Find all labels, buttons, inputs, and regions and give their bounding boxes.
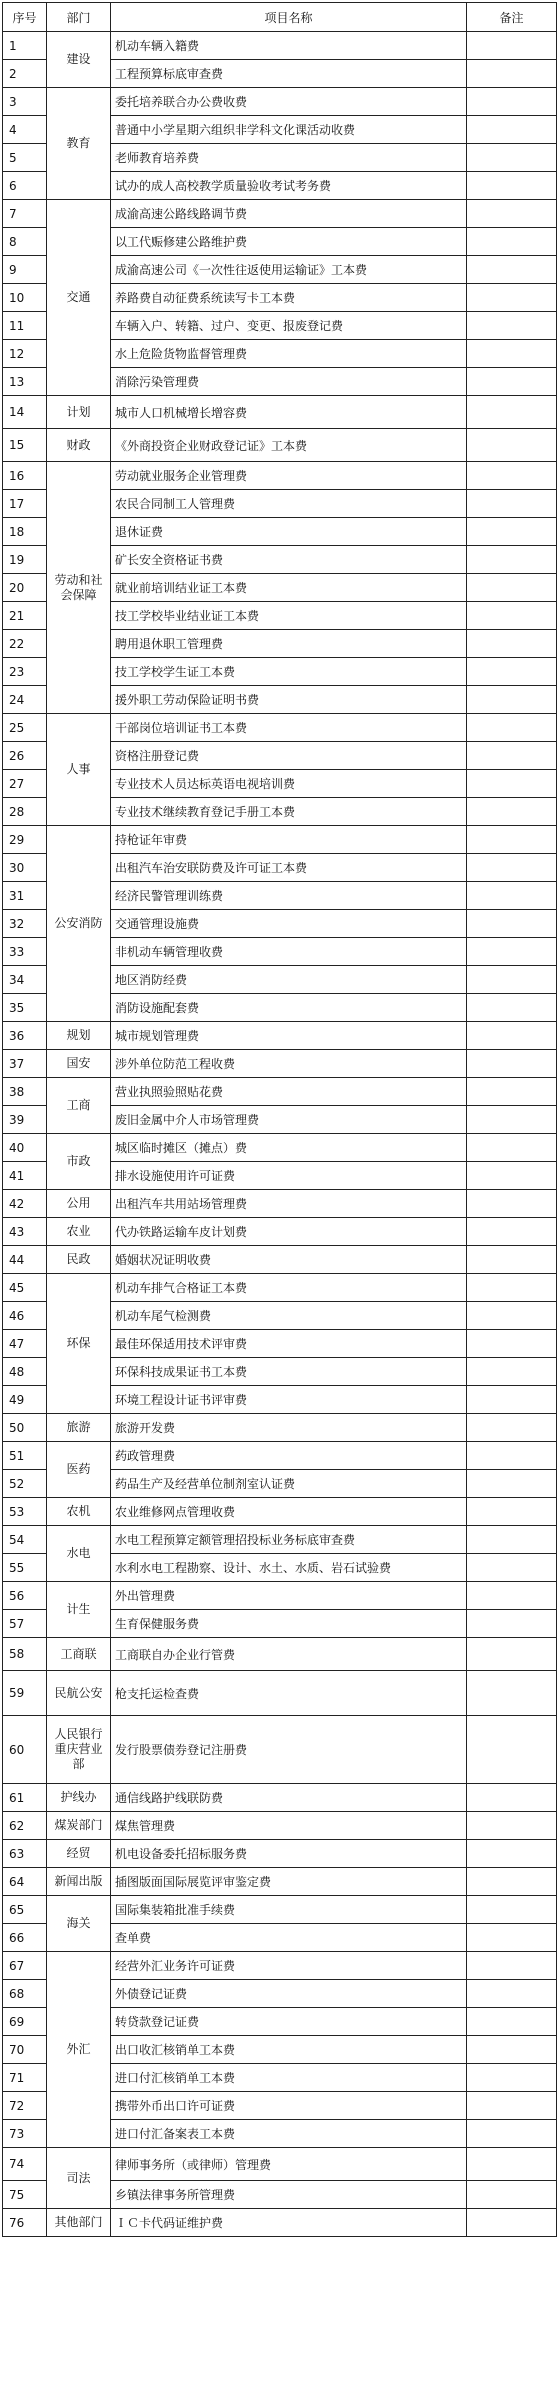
item-name: 专业技术人员达标英语电视培训费 <box>111 770 467 798</box>
department-cell: 农机 <box>47 1498 111 1526</box>
row-number: 46 <box>3 1302 47 1330</box>
table-row <box>3 1812 557 1840</box>
row-number: 43 <box>3 1218 47 1246</box>
note-cell <box>467 2008 557 2036</box>
note-cell <box>467 546 557 574</box>
row-number: 35 <box>3 994 47 1022</box>
row-number: 70 <box>3 2036 47 2064</box>
item-name: 消防设施配套费 <box>111 994 467 1022</box>
item-name: 进口付汇核销单工本费 <box>111 2064 467 2092</box>
note-cell <box>467 714 557 742</box>
row-number: 74 <box>3 2148 47 2181</box>
note-cell <box>467 32 557 60</box>
row-number: 8 <box>3 228 47 256</box>
item-name: 代办铁路运输车皮计划费 <box>111 1218 467 1246</box>
department-cell: 计生 <box>47 1582 111 1638</box>
note-cell <box>467 200 557 228</box>
row-number: 33 <box>3 938 47 966</box>
row-number: 44 <box>3 1246 47 1274</box>
item-name: 消除污染管理费 <box>111 368 467 396</box>
table-row <box>3 1022 557 1050</box>
note-cell <box>467 1302 557 1330</box>
row-number: 63 <box>3 1840 47 1868</box>
item-name: 旅游开发费 <box>111 1414 467 1442</box>
department-cell: 国安 <box>47 1050 111 1078</box>
note-cell <box>467 1952 557 1980</box>
department-cell: 劳动和社会保障 <box>47 462 111 714</box>
item-name: 出租汽车治安联防费及许可证工本费 <box>111 854 467 882</box>
row-number: 9 <box>3 256 47 284</box>
note-cell <box>467 1106 557 1134</box>
item-name: 以工代赈修建公路维护费 <box>111 228 467 256</box>
department-cell: 公用 <box>47 1190 111 1218</box>
item-name: 农民合同制工人管理费 <box>111 490 467 518</box>
row-number: 54 <box>3 1526 47 1554</box>
row-number: 30 <box>3 854 47 882</box>
row-number: 31 <box>3 882 47 910</box>
item-name: 环保科技成果证书工本费 <box>111 1358 467 1386</box>
item-name: 养路费自动征费系统读写卡工本费 <box>111 284 467 312</box>
note-cell <box>467 2181 557 2209</box>
note-cell <box>467 228 557 256</box>
note-cell <box>467 966 557 994</box>
item-name: 枪支托运检查费 <box>111 1671 467 1716</box>
note-cell <box>467 798 557 826</box>
item-name: 经营外汇业务许可证费 <box>111 1952 467 1980</box>
item-name: 试办的成人高校教学质量验收考试考务费 <box>111 172 467 200</box>
item-name: 委托培养联合办公费收费 <box>111 88 467 116</box>
row-number: 28 <box>3 798 47 826</box>
item-name: 持枪证年审费 <box>111 826 467 854</box>
note-cell <box>467 1414 557 1442</box>
row-number: 36 <box>3 1022 47 1050</box>
department-cell: 民政 <box>47 1246 111 1274</box>
table-row <box>3 1784 557 1812</box>
item-name: 老师教育培养费 <box>111 144 467 172</box>
department-cell: 农业 <box>47 1218 111 1246</box>
note-cell <box>467 1022 557 1050</box>
department-cell: 市政 <box>47 1134 111 1190</box>
note-cell <box>467 2036 557 2064</box>
row-number: 67 <box>3 1952 47 1980</box>
row-number: 48 <box>3 1358 47 1386</box>
row-number: 7 <box>3 200 47 228</box>
note-cell <box>467 1078 557 1106</box>
row-number: 72 <box>3 2092 47 2120</box>
department-cell: 环保 <box>47 1274 111 1414</box>
item-name: 普通中小学星期六组织非学科文化课活动收费 <box>111 116 467 144</box>
department-cell: 其他部门 <box>47 2209 111 2237</box>
row-number: 71 <box>3 2064 47 2092</box>
row-number: 26 <box>3 742 47 770</box>
item-name: 携带外币出口许可证费 <box>111 2092 467 2120</box>
item-name: 机电设备委托招标服务费 <box>111 1840 467 1868</box>
item-name: 城区临时摊区（摊点）费 <box>111 1134 467 1162</box>
header-note: 备注 <box>467 3 557 32</box>
item-name: 药政管理费 <box>111 1442 467 1470</box>
note-cell <box>467 1134 557 1162</box>
note-cell <box>467 284 557 312</box>
note-cell <box>467 826 557 854</box>
note-cell <box>467 1190 557 1218</box>
item-name: 药品生产及经营单位制剂室认证费 <box>111 1470 467 1498</box>
row-number: 22 <box>3 630 47 658</box>
note-cell <box>467 1218 557 1246</box>
item-name: 通信线路护线联防费 <box>111 1784 467 1812</box>
department-cell: 人事 <box>47 714 111 826</box>
row-number: 64 <box>3 1868 47 1896</box>
note-cell <box>467 368 557 396</box>
department-cell: 工商联 <box>47 1638 111 1671</box>
note-cell <box>467 340 557 368</box>
row-number: 13 <box>3 368 47 396</box>
note-cell <box>467 1050 557 1078</box>
note-cell <box>467 1610 557 1638</box>
table-row <box>3 429 557 462</box>
note-cell <box>467 1330 557 1358</box>
header-dept: 部门 <box>47 3 111 32</box>
department-cell: 护线办 <box>47 1784 111 1812</box>
item-name: 发行股票债券登记注册费 <box>111 1716 467 1784</box>
row-number: 2 <box>3 60 47 88</box>
note-cell <box>467 1274 557 1302</box>
header-no: 序号 <box>3 3 47 32</box>
table-row <box>3 1442 557 1470</box>
note-cell <box>467 1162 557 1190</box>
note-cell <box>467 490 557 518</box>
note-cell <box>467 462 557 490</box>
row-number: 16 <box>3 462 47 490</box>
row-number: 60 <box>3 1716 47 1784</box>
table-row <box>3 826 557 854</box>
row-number: 32 <box>3 910 47 938</box>
row-number: 21 <box>3 602 47 630</box>
note-cell <box>467 1812 557 1840</box>
header-row <box>3 3 557 32</box>
note-cell <box>467 312 557 340</box>
department-cell: 人民银行重庆营业部 <box>47 1716 111 1784</box>
item-name: 非机动车辆管理收费 <box>111 938 467 966</box>
department-cell: 教育 <box>47 88 111 200</box>
row-number: 6 <box>3 172 47 200</box>
item-name: 城市规划管理费 <box>111 1022 467 1050</box>
note-cell <box>467 116 557 144</box>
department-cell: 民航公安 <box>47 1671 111 1716</box>
table-row <box>3 714 557 742</box>
note-cell <box>467 2064 557 2092</box>
note-cell <box>467 2209 557 2237</box>
department-cell: 财政 <box>47 429 111 462</box>
note-cell <box>467 1358 557 1386</box>
department-cell: 司法 <box>47 2148 111 2209</box>
item-name: 工程预算标底审查费 <box>111 60 467 88</box>
note-cell <box>467 1716 557 1784</box>
item-name: 援外职工劳动保险证明书费 <box>111 686 467 714</box>
department-cell: 海关 <box>47 1896 111 1952</box>
table-row <box>3 1716 557 1784</box>
row-number: 14 <box>3 396 47 429</box>
row-number: 19 <box>3 546 47 574</box>
note-cell <box>467 1498 557 1526</box>
table-row <box>3 1952 557 1980</box>
item-name: 经济民警管理训练费 <box>111 882 467 910</box>
row-number: 40 <box>3 1134 47 1162</box>
row-number: 76 <box>3 2209 47 2237</box>
department-cell: 旅游 <box>47 1414 111 1442</box>
table-row <box>3 1671 557 1716</box>
note-cell <box>467 1582 557 1610</box>
note-cell <box>467 2148 557 2181</box>
item-name: 外出管理费 <box>111 1582 467 1610</box>
row-number: 17 <box>3 490 47 518</box>
row-number: 5 <box>3 144 47 172</box>
note-cell <box>467 172 557 200</box>
table-row <box>3 396 557 429</box>
item-name: 《外商投资企业财政登记证》工本费 <box>111 429 467 462</box>
department-cell: 工商 <box>47 1078 111 1134</box>
note-cell <box>467 1470 557 1498</box>
item-name: 煤焦管理费 <box>111 1812 467 1840</box>
department-cell: 新闻出版 <box>47 1868 111 1896</box>
row-number: 73 <box>3 2120 47 2148</box>
item-name: 出口收汇核销单工本费 <box>111 2036 467 2064</box>
department-cell: 建设 <box>47 32 111 88</box>
row-number: 38 <box>3 1078 47 1106</box>
row-number: 24 <box>3 686 47 714</box>
department-cell: 医药 <box>47 1442 111 1498</box>
row-number: 56 <box>3 1582 47 1610</box>
table-row <box>3 1896 557 1924</box>
note-cell <box>467 1980 557 2008</box>
row-number: 25 <box>3 714 47 742</box>
fee-table <box>2 2 557 2237</box>
note-cell <box>467 256 557 284</box>
row-number: 47 <box>3 1330 47 1358</box>
table-row <box>3 1498 557 1526</box>
item-name: 水利水电工程勘察、设计、水土、水质、岩石试验费 <box>111 1554 467 1582</box>
header-item: 项目名称 <box>111 3 467 32</box>
table-row <box>3 1050 557 1078</box>
table-row <box>3 1078 557 1106</box>
item-name: ＩＣ卡代码证维护费 <box>111 2209 467 2237</box>
item-name: 农业维修网点管理收费 <box>111 1498 467 1526</box>
table-row <box>3 1840 557 1868</box>
row-number: 66 <box>3 1924 47 1952</box>
note-cell <box>467 1386 557 1414</box>
item-name: 最佳环保适用技术评审费 <box>111 1330 467 1358</box>
note-cell <box>467 60 557 88</box>
department-cell: 外汇 <box>47 1952 111 2148</box>
item-name: 涉外单位防范工程收费 <box>111 1050 467 1078</box>
row-number: 29 <box>3 826 47 854</box>
row-number: 55 <box>3 1554 47 1582</box>
note-cell <box>467 630 557 658</box>
row-number: 42 <box>3 1190 47 1218</box>
item-name: 废旧金属中介人市场管理费 <box>111 1106 467 1134</box>
row-number: 57 <box>3 1610 47 1638</box>
note-cell <box>467 518 557 546</box>
note-cell <box>467 1671 557 1716</box>
table-row <box>3 1274 557 1302</box>
item-name: 国际集装箱批准手续费 <box>111 1896 467 1924</box>
item-name: 外债登记证费 <box>111 1980 467 2008</box>
table-row <box>3 1526 557 1554</box>
table-row <box>3 1582 557 1610</box>
row-number: 59 <box>3 1671 47 1716</box>
row-number: 37 <box>3 1050 47 1078</box>
note-cell <box>467 1924 557 1952</box>
row-number: 15 <box>3 429 47 462</box>
table-row <box>3 1134 557 1162</box>
department-cell: 煤炭部门 <box>47 1812 111 1840</box>
row-number: 52 <box>3 1470 47 1498</box>
note-cell <box>467 88 557 116</box>
item-name: 车辆入户、转籍、过户、变更、报废登记费 <box>111 312 467 340</box>
note-cell <box>467 1868 557 1896</box>
row-number: 53 <box>3 1498 47 1526</box>
table-row <box>3 462 557 490</box>
row-number: 41 <box>3 1162 47 1190</box>
row-number: 65 <box>3 1896 47 1924</box>
item-name: 工商联自办企业行管费 <box>111 1638 467 1671</box>
item-name: 进口付汇备案表工本费 <box>111 2120 467 2148</box>
note-cell <box>467 910 557 938</box>
note-cell <box>467 770 557 798</box>
item-name: 机动车排气合格证工本费 <box>111 1274 467 1302</box>
table-row <box>3 1246 557 1274</box>
item-name: 出租汽车共用站场管理费 <box>111 1190 467 1218</box>
department-cell: 公安消防 <box>47 826 111 1022</box>
item-name: 水电工程预算定额管理招投标业务标底审查费 <box>111 1526 467 1554</box>
note-cell <box>467 1896 557 1924</box>
note-cell <box>467 882 557 910</box>
note-cell <box>467 1554 557 1582</box>
row-number: 62 <box>3 1812 47 1840</box>
row-number: 51 <box>3 1442 47 1470</box>
note-cell <box>467 742 557 770</box>
item-name: 城市人口机械增长增容费 <box>111 396 467 429</box>
note-cell <box>467 144 557 172</box>
note-cell <box>467 2092 557 2120</box>
item-name: 资格注册登记费 <box>111 742 467 770</box>
note-cell <box>467 396 557 429</box>
row-number: 3 <box>3 88 47 116</box>
row-number: 11 <box>3 312 47 340</box>
row-number: 50 <box>3 1414 47 1442</box>
note-cell <box>467 1784 557 1812</box>
item-name: 劳动就业服务企业管理费 <box>111 462 467 490</box>
note-cell <box>467 854 557 882</box>
table-row <box>3 1638 557 1671</box>
item-name: 成渝高速公路线路调节费 <box>111 200 467 228</box>
note-cell <box>467 1638 557 1671</box>
department-cell: 经贸 <box>47 1840 111 1868</box>
table-row <box>3 1868 557 1896</box>
department-cell: 交通 <box>47 200 111 396</box>
item-name: 退休证费 <box>111 518 467 546</box>
item-name: 插图版面国际展览评审鉴定费 <box>111 1868 467 1896</box>
item-name: 婚姻状况证明收费 <box>111 1246 467 1274</box>
item-name: 交通管理设施费 <box>111 910 467 938</box>
row-number: 20 <box>3 574 47 602</box>
item-name: 就业前培训结业证工本费 <box>111 574 467 602</box>
row-number: 18 <box>3 518 47 546</box>
item-name: 生育保健服务费 <box>111 1610 467 1638</box>
row-number: 45 <box>3 1274 47 1302</box>
table-row <box>3 200 557 228</box>
note-cell <box>467 1526 557 1554</box>
note-cell <box>467 994 557 1022</box>
item-name: 地区消防经费 <box>111 966 467 994</box>
row-number: 68 <box>3 1980 47 2008</box>
department-cell: 水电 <box>47 1526 111 1582</box>
note-cell <box>467 429 557 462</box>
row-number: 27 <box>3 770 47 798</box>
department-cell: 规划 <box>47 1022 111 1050</box>
note-cell <box>467 658 557 686</box>
row-number: 39 <box>3 1106 47 1134</box>
row-number: 75 <box>3 2181 47 2209</box>
note-cell <box>467 1442 557 1470</box>
row-number: 12 <box>3 340 47 368</box>
note-cell <box>467 686 557 714</box>
table-row <box>3 1190 557 1218</box>
item-name: 聘用退休职工管理费 <box>111 630 467 658</box>
item-name: 环境工程设计证书评审费 <box>111 1386 467 1414</box>
table-row <box>3 2209 557 2237</box>
note-cell <box>467 1246 557 1274</box>
item-name: 律师事务所（或律师）管理费 <box>111 2148 467 2181</box>
table-row <box>3 88 557 116</box>
table-row <box>3 32 557 60</box>
table-body <box>3 32 557 2237</box>
item-name: 技工学校毕业结业证工本费 <box>111 602 467 630</box>
item-name: 成渝高速公司《一次性往返使用运输证》工本费 <box>111 256 467 284</box>
row-number: 61 <box>3 1784 47 1812</box>
item-name: 水上危险货物监督管理费 <box>111 340 467 368</box>
row-number: 4 <box>3 116 47 144</box>
item-name: 乡镇法律事务所管理费 <box>111 2181 467 2209</box>
item-name: 干部岗位培训证书工本费 <box>111 714 467 742</box>
item-name: 技工学校学生证工本费 <box>111 658 467 686</box>
row-number: 1 <box>3 32 47 60</box>
item-name: 机动车辆入籍费 <box>111 32 467 60</box>
row-number: 23 <box>3 658 47 686</box>
item-name: 排水设施使用许可证费 <box>111 1162 467 1190</box>
row-number: 10 <box>3 284 47 312</box>
row-number: 58 <box>3 1638 47 1671</box>
note-cell <box>467 602 557 630</box>
note-cell <box>467 938 557 966</box>
table-row <box>3 1218 557 1246</box>
note-cell <box>467 2120 557 2148</box>
item-name: 专业技术继续教育登记手册工本费 <box>111 798 467 826</box>
row-number: 49 <box>3 1386 47 1414</box>
item-name: 矿长安全资格证书费 <box>111 546 467 574</box>
note-cell <box>467 574 557 602</box>
row-number: 69 <box>3 2008 47 2036</box>
table-row <box>3 2148 557 2181</box>
item-name: 查单费 <box>111 1924 467 1952</box>
department-cell: 计划 <box>47 396 111 429</box>
item-name: 转贷款登记证费 <box>111 2008 467 2036</box>
row-number: 34 <box>3 966 47 994</box>
item-name: 营业执照验照贴花费 <box>111 1078 467 1106</box>
note-cell <box>467 1840 557 1868</box>
item-name: 机动车尾气检测费 <box>111 1302 467 1330</box>
table-row <box>3 1414 557 1442</box>
